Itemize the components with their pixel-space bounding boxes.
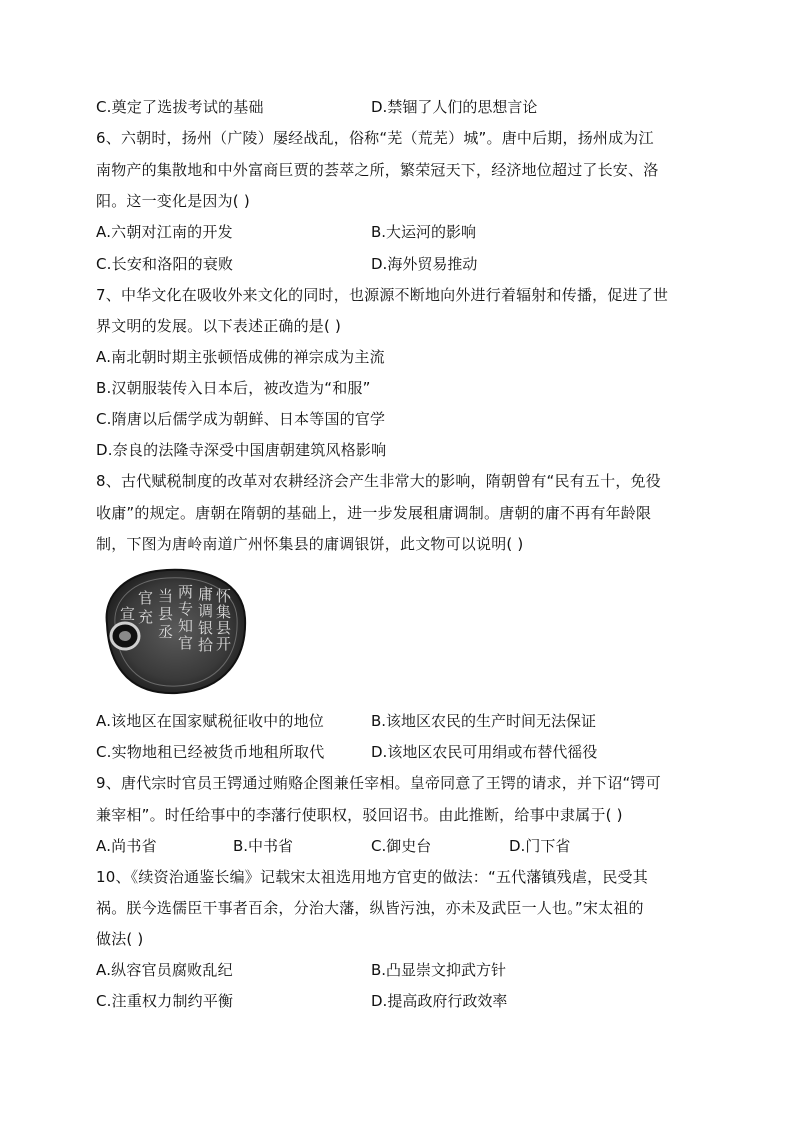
- q9-option-b: B.中书省: [233, 837, 294, 855]
- q8-option-d: D.该地区农民可用绢或布替代徭役: [371, 743, 598, 761]
- seal-column-5: 官充: [136, 590, 154, 628]
- q10-option-d: D.提高政府行政效率: [371, 992, 508, 1010]
- q6-option-d: D.海外贸易推动: [371, 255, 478, 273]
- silver-cake-rubbing-image: [97, 566, 249, 696]
- q9-option-d: D.门下省: [509, 837, 571, 855]
- seal-column-2: 庸调银拾: [196, 586, 214, 654]
- q7-option-b: B.汉朝服装传入日本后，被改造为“和服”: [96, 379, 371, 397]
- q10-stem-line-2: 祸。朕今选儒臣干事者百余，分治大藩，纵皆污浊，亦未及武臣一人也。”宋太祖的: [96, 899, 644, 917]
- q7-option-c: C.隋唐以后儒学成为朝鲜、日本等国的官学: [96, 410, 386, 428]
- q6-option-c: C.长安和洛阳的衰败: [96, 255, 234, 273]
- seal-column-1: 怀集县开: [214, 588, 232, 652]
- q9-option-a: A.尚书省: [96, 837, 157, 855]
- q10-option-c: C.注重权力制约平衡: [96, 992, 234, 1010]
- q8-stem-line-1: 8、古代赋税制度的改革对农耕经济会产生非常大的影响，隋朝曾有“民有五十，免役: [96, 472, 661, 490]
- q8-stem-line-3: 制，下图为唐岭南道广州怀集县的庸调银饼，此文物可以说明( ): [96, 535, 524, 553]
- q9-stem-line-1: 9、唐代宗时官员王锷通过贿赂企图兼任宰相。皇帝同意了王锷的请求，并下诏“锷可: [96, 774, 661, 792]
- q10-option-a: A.纵容官员腐败乱纪: [96, 961, 233, 979]
- q10-stem-line-1: 10、《续资治通鉴长编》记载宋太祖选用地方官吏的做法：“五代藩镇残虐，民受其: [96, 868, 648, 886]
- q6-option-a: A.六朝对江南的开发: [96, 223, 233, 241]
- q7-option-d: D.奈良的法隆寺深受中国唐朝建筑风格影响: [96, 441, 387, 459]
- seal-column-4: 当县丞: [156, 588, 174, 642]
- seal-column-6: 宣: [118, 606, 136, 621]
- q9-option-c: C.御史台: [371, 837, 432, 855]
- q6-option-b: B.大运河的影响: [371, 223, 477, 241]
- q6-stem-line-1: 6、六朝时，扬州（广陵）屡经战乱，俗称“芜（荒芜）城”。唐中后期，扬州成为江: [96, 129, 654, 147]
- q9-stem-line-2: 兼宰相”。时任给事中的李藩行使职权，驳回诏书。由此推断，给事中隶属于( ): [96, 806, 623, 824]
- q5-option-c: C.奠定了选拔考试的基础: [96, 98, 264, 116]
- seal-column-3: 两专知官: [176, 584, 194, 652]
- q8-option-c: C.实物地租已经被货币地租所取代: [96, 743, 325, 761]
- q8-option-a: A.该地区在国家赋税征收中的地位: [96, 712, 324, 730]
- q10-option-b: B.凸显崇文抑武方针: [371, 961, 507, 979]
- q7-stem-line-1: 7、中华文化在吸收外来文化的同时，也源源不断地向外进行着辐射和传播，促进了世: [96, 286, 669, 304]
- q5-option-d: D.禁锢了人们的思想言论: [371, 98, 538, 116]
- q7-stem-line-2: 界文明的发展。以下表述正确的是( ): [96, 317, 342, 335]
- q8-stem-line-2: 收庸”的规定。唐朝在隋朝的基础上，进一步发展租庸调制。唐朝的庸不再有年龄限: [96, 504, 652, 522]
- q6-stem-line-2: 南物产的集散地和中外富商巨贾的荟萃之所，繁荣冠天下，经济地位超过了长安、洛: [96, 161, 659, 179]
- q6-stem-line-3: 阳。这一变化是因为( ): [96, 192, 250, 210]
- q8-option-b: B.该地区农民的生产时间无法保证: [371, 712, 597, 730]
- q10-stem-line-3: 做法( ): [96, 930, 144, 948]
- q7-option-a: A.南北朝时期主张顿悟成佛的禅宗成为主流: [96, 348, 385, 366]
